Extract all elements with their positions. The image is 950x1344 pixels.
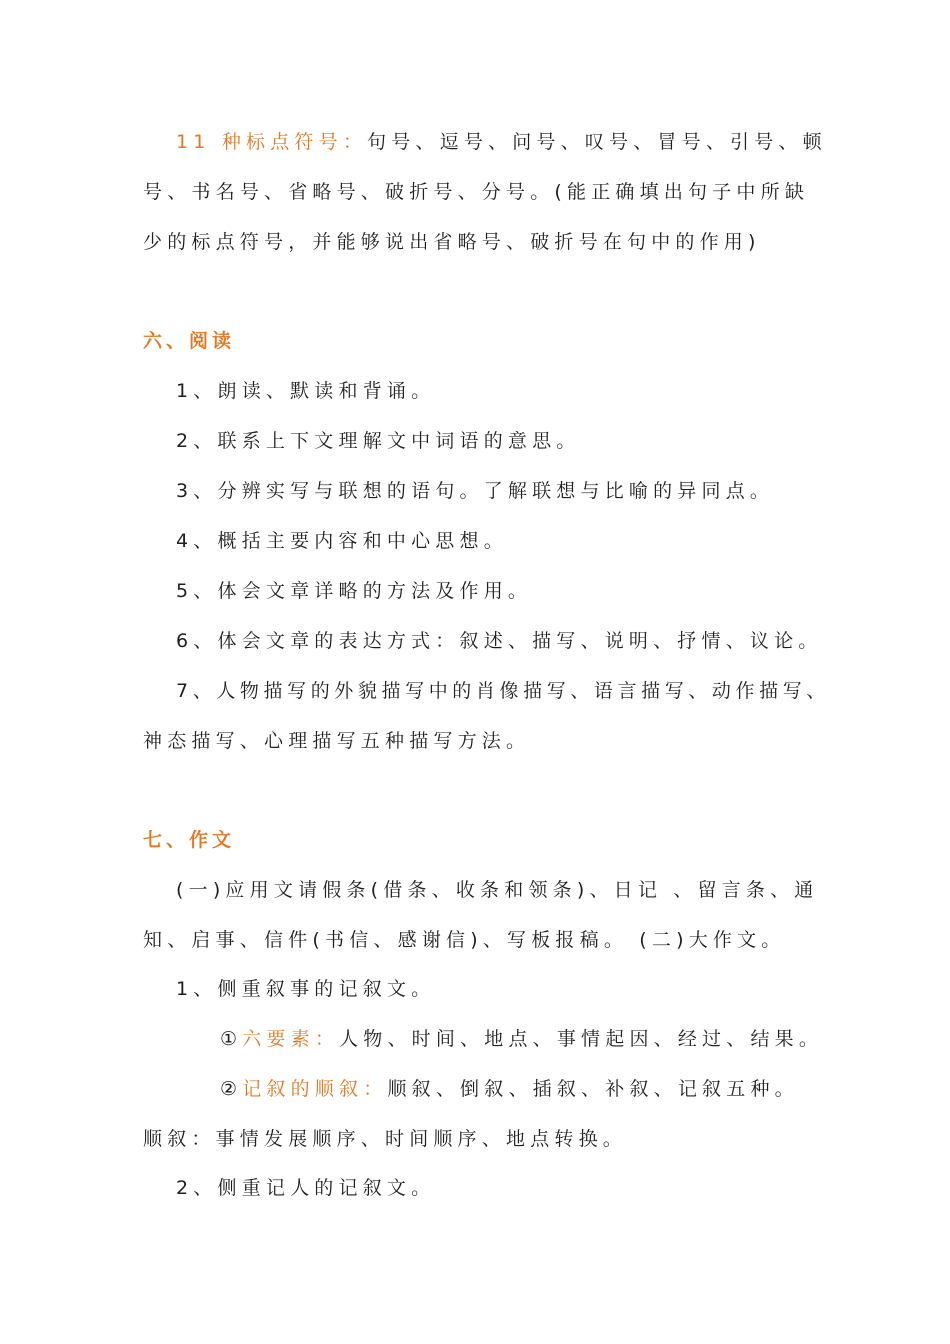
section-heading-writing: 七、作文 xyxy=(143,829,236,851)
point-1-label: 六要素： xyxy=(242,1028,340,1050)
point-1-number: ① xyxy=(220,1028,243,1050)
writing-paragraph-line-2: 知、启事、信件(书信、感谢信)、写板报稿。 (二)大作文。 xyxy=(143,929,786,951)
point-2-number: ② xyxy=(220,1078,243,1100)
reading-item-3: 3、分辨实写与联想的语句。了解联想与比喻的异同点。 xyxy=(176,480,775,502)
reading-item-7-continued: 神态描写、心理描写五种描写方法。 xyxy=(143,730,531,752)
section-heading-reading: 六、阅读 xyxy=(143,330,236,352)
writing-point-1 xyxy=(220,1027,823,1051)
punctuation-line-3: 少的标点符号，并能够说出省略号、破折号在句中的作用) xyxy=(143,231,761,253)
reading-item-2: 2、联系上下文理解文中词语的意思。 xyxy=(176,430,581,452)
reading-item-7: 7、人物描写的外貌描写中的肖像描写、语言描写、动作描写、 xyxy=(176,680,830,702)
writing-subitem-2: 2、侧重记人的记叙文。 xyxy=(176,1177,436,1199)
point-1-text: 人物、时间、地点、事情起因、经过、结果。 xyxy=(339,1028,824,1050)
punctuation-line-1 xyxy=(176,130,827,154)
reading-item-6: 6、体会文章的表达方式：叙述、描写、说明、抒情、议论。 xyxy=(176,630,823,652)
writing-subitem-1: 1、侧重叙事的记叙文。 xyxy=(176,978,436,1000)
punctuation-list: 句号、逗号、问号、叹号、冒号、引号、顿 xyxy=(367,131,827,153)
punctuation-label: 11 种标点符号： xyxy=(176,131,368,153)
writing-paragraph-line-1: (一)应用文请假条(借条、收条和领条)、日记 、留言条、通 xyxy=(176,879,819,901)
shunxu-definition: 顺叙：事情发展顺序、时间顺序、地点转换。 xyxy=(143,1128,628,1150)
reading-item-4: 4、概括主要内容和中心思想。 xyxy=(176,530,508,552)
writing-point-2 xyxy=(220,1077,799,1101)
reading-item-5: 5、体会文章详略的方法及作用。 xyxy=(176,580,533,602)
reading-item-1: 1、朗读、默读和背诵。 xyxy=(176,380,436,402)
punctuation-line-2: 号、书名号、省略号、破折号、分号。(能正确填出句子中所缺 xyxy=(143,181,810,203)
point-2-text: 顺叙、倒叙、插叙、补叙、记叙五种。 xyxy=(387,1078,799,1100)
point-2-label: 记叙的顺叙： xyxy=(242,1078,388,1100)
